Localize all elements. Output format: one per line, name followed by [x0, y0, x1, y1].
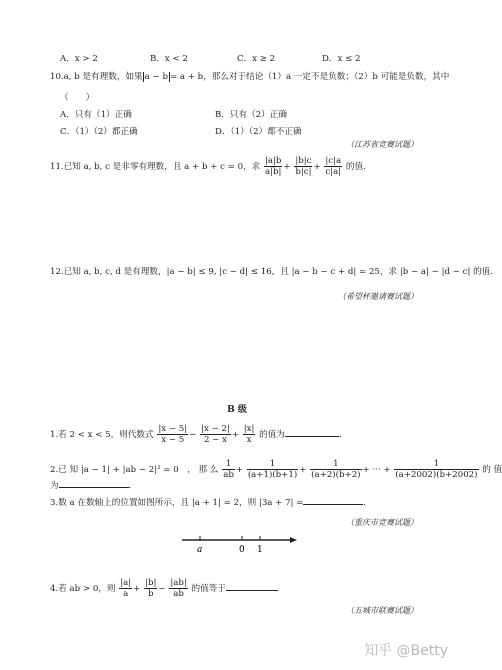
q10-abs-expr: a − b — [144, 72, 168, 82]
b4-stem: 4.若 ab > 0，则 $\frac{|a|}{a}$ + $\frac{|b|}{b}$ − $\frac{|ab|}{ab}$ 的值等于 — [50, 578, 278, 599]
b3-source: （重庆市竞赛试题） — [346, 518, 418, 527]
q12-stem: 12.已知 a, b, c, d 是有理数，|a − b| ≤ 9, |c − d| ≤ 16，且 |a − b − c + d| = 25，求 |b − a| − |d − c| 的值. — [50, 267, 493, 277]
label-1: 1 — [257, 545, 263, 555]
b1-frac-2: $\frac{|x - 2|}{2 - x}$ — [201, 424, 230, 445]
q11-frac-3: $\frac{|c|a}{c|a|}$ — [325, 156, 342, 177]
q9-option-a: A．x > 2 — [60, 54, 98, 64]
number-line-arrow — [290, 537, 297, 543]
b2-answer-blank[interactable] — [59, 478, 129, 488]
b1-stem: 1.若 2 < x < 5，则代数式 $\frac{|x - 5|}{x - 5}$ − $\frac{|x - 2|}{2 - x}$ + $\frac{|x|}{x}$ 的值为 . — [50, 424, 342, 445]
q9-option-b: B．x < 2 — [150, 54, 188, 64]
q11-stem: 11.已知 a, b, c 是非零有理数，且 a + b + c = 0，求 $\frac{|a|b}{a|b|}$ + $\frac{|b|c}{b|c|}$ + $\frac{|c|a}{c|a|}$ 的值. — [50, 156, 366, 177]
b2-frac-1: $\frac{1}{ab}$ — [223, 459, 234, 480]
label-0: 0 — [239, 545, 245, 555]
q11-frac-1: $\frac{|a|b}{a|b|}$ — [265, 156, 282, 177]
b3-stem: 3.数 a 在数轴上的位置如图所示，且 |a + 1| = 2，则 |3a + 7| = . — [50, 495, 366, 509]
section-b-title: B 级 — [227, 405, 247, 415]
q9-option-c: C．x ≥ 2 — [237, 54, 276, 64]
q11-frac-2: $\frac{|b|c}{b|c|}$ — [295, 156, 312, 177]
b3-answer-blank[interactable] — [303, 495, 363, 505]
b4-answer-blank[interactable] — [226, 581, 278, 591]
b2-frac-2: $\frac{1}{(a+1)(b+1)}$ — [247, 459, 298, 480]
q10-option-d: D．（1）（2）都不正确 — [215, 127, 302, 137]
b2-stem: 2.已 知 |a − 1| + |ab − 2|² = 0 ， 那 么 $\frac{1}{ab}$ + $\frac{1}{(a+1)(b+1)}$ + $\frac{1}{(a+2)(b+2)}$ + ··· + $\frac{1}{(a+2002)(b+2002)}$ 的 值 — [50, 459, 502, 480]
b1-frac-3: $\frac{|x|}{x}$ — [243, 424, 255, 445]
q10-answer-paren: （ ） — [60, 93, 95, 103]
q10-option-a: A．只有（1）正确 — [60, 110, 132, 120]
label-a: a — [197, 545, 203, 555]
b2-frac-3: $\frac{1}{(a+2)(b+2)}$ — [311, 459, 361, 480]
b4-frac-2: $\frac{|b|}{b}$ — [145, 578, 157, 599]
q10-source: （江苏省竞赛试题） — [346, 140, 418, 149]
b2-frac-4: $\frac{1}{(a+2002)(b+2002)}$ — [395, 459, 478, 480]
q10-stem: 10.a, b 是有理数，如果 a − b = a + b，那么对于结论（1）a 一定不是负数；（2）b 可能是负数，其中 — [50, 72, 450, 82]
b1-frac-1: $\frac{|x - 5|}{x - 5}$ — [158, 424, 188, 445]
zhihu-watermark: 知乎 @Betty — [364, 643, 448, 659]
b4-frac-3: $\frac{|ab|}{ab}$ — [170, 578, 187, 599]
q9-option-d: D．x ≤ 2 — [322, 54, 361, 64]
q12-source: （希望杯邀请赛试题） — [338, 292, 418, 301]
q10-option-c: C．（1）（2）都正确 — [60, 127, 138, 137]
number-line-figure — [180, 532, 300, 556]
b1-answer-blank[interactable] — [285, 427, 339, 437]
b2-answer-line: 为 . — [50, 478, 131, 492]
b4-frac-1: $\frac{|a|}{a}$ — [120, 578, 132, 599]
q10-option-b: B．只有（2）正确 — [215, 110, 287, 120]
b4-source: （五城市联赛试题） — [346, 606, 418, 615]
